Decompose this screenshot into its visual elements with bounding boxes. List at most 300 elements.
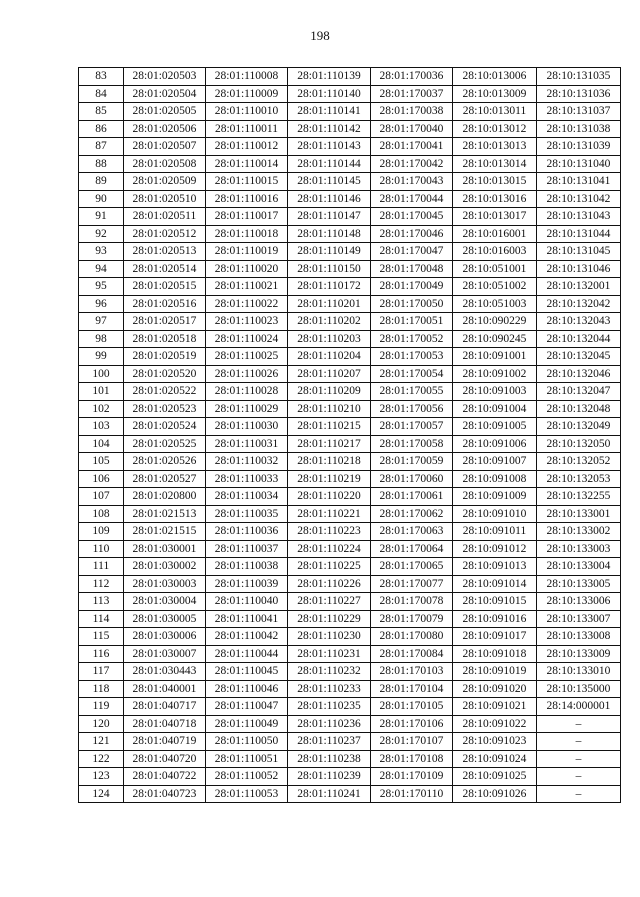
table-row	[79, 488, 621, 506]
cadastral-number-cell: 28:01:170055	[371, 383, 453, 401]
cadastral-number-cell: 28:01:110141	[288, 103, 371, 121]
cadastral-number-cell: 28:01:110018	[206, 225, 288, 243]
cadastral-number-cell: 28:10:133008	[537, 628, 621, 646]
cadastral-number-cell: 28:10:091018	[453, 645, 537, 663]
table-row	[79, 663, 621, 681]
row-number-cell: 108	[79, 505, 124, 523]
cadastral-number-cell: 28:10:132047	[537, 383, 621, 401]
cadastral-number-cell: 28:10:131041	[537, 173, 621, 191]
table-row	[79, 785, 621, 803]
table-row	[79, 348, 621, 366]
cadastral-number-cell: 28:01:020503	[124, 68, 206, 86]
cadastral-number-cell: 28:01:020504	[124, 85, 206, 103]
cadastral-number-cell: 28:01:110236	[288, 715, 371, 733]
table-row	[79, 453, 621, 471]
cadastral-number-cell: –	[537, 785, 621, 803]
table-row	[79, 260, 621, 278]
row-number-cell: 122	[79, 750, 124, 768]
cadastral-number-cell: 28:01:020513	[124, 243, 206, 261]
table-row	[79, 733, 621, 751]
cadastral-number-cell: 28:01:110049	[206, 715, 288, 733]
cadastral-number-cell: 28:01:170057	[371, 418, 453, 436]
cadastral-number-cell: 28:01:110023	[206, 313, 288, 331]
cadastral-number-cell: 28:01:170062	[371, 505, 453, 523]
cadastral-number-cell: 28:01:110025	[206, 348, 288, 366]
cadastral-number-cell: 28:01:170044	[371, 190, 453, 208]
cadastral-number-cell: –	[537, 768, 621, 786]
cadastral-number-cell: 28:10:090229	[453, 313, 537, 331]
cadastral-number-cell: 28:10:091016	[453, 610, 537, 628]
cadastral-number-cell: 28:01:020518	[124, 330, 206, 348]
cadastral-number-cell: 28:01:170065	[371, 558, 453, 576]
cadastral-number-cell: 28:01:040720	[124, 750, 206, 768]
table-row	[79, 68, 621, 86]
cadastral-number-cell: 28:10:131046	[537, 260, 621, 278]
cadastral-number-cell: 28:01:110046	[206, 680, 288, 698]
cadastral-number-cell: 28:10:013012	[453, 120, 537, 138]
cadastral-number-cell: 28:01:030006	[124, 628, 206, 646]
cadastral-number-cell: 28:10:091019	[453, 663, 537, 681]
row-number-cell: 110	[79, 540, 124, 558]
cadastral-number-cell: 28:01:110032	[206, 453, 288, 471]
cadastral-number-cell: 28:01:110038	[206, 558, 288, 576]
cadastral-number-cell: 28:01:020522	[124, 383, 206, 401]
row-number-cell: 106	[79, 470, 124, 488]
table-row	[79, 400, 621, 418]
cadastral-number-cell: 28:01:170056	[371, 400, 453, 418]
cadastral-number-cell: 28:01:110204	[288, 348, 371, 366]
cadastral-number-cell: 28:01:170109	[371, 768, 453, 786]
cadastral-number-cell: 28:01:110051	[206, 750, 288, 768]
row-number-cell: 102	[79, 400, 124, 418]
row-number-cell: 101	[79, 383, 124, 401]
row-number-cell: 94	[79, 260, 124, 278]
row-number-cell: 91	[79, 208, 124, 226]
cadastral-number-cell: 28:01:110017	[206, 208, 288, 226]
table-row	[79, 575, 621, 593]
cadastral-number-cell: 28:10:051003	[453, 295, 537, 313]
cadastral-number-cell: 28:01:110041	[206, 610, 288, 628]
row-number-cell: 118	[79, 680, 124, 698]
cadastral-number-cell: 28:01:170038	[371, 103, 453, 121]
cadastral-number-cell: 28:01:110028	[206, 383, 288, 401]
cadastral-number-cell: 28:10:091004	[453, 400, 537, 418]
cadastral-number-cell: 28:01:040722	[124, 768, 206, 786]
table-row	[79, 540, 621, 558]
cadastral-number-cell: 28:01:110024	[206, 330, 288, 348]
cadastral-number-cell: 28:01:020516	[124, 295, 206, 313]
cadastral-number-cell: 28:01:170053	[371, 348, 453, 366]
cadastral-number-cell: 28:10:132255	[537, 488, 621, 506]
cadastral-number-cell: 28:01:110218	[288, 453, 371, 471]
cadastral-number-cell: 28:10:131043	[537, 208, 621, 226]
cadastral-number-cell: 28:10:133003	[537, 540, 621, 558]
row-number-cell: 115	[79, 628, 124, 646]
cadastral-number-cell: 28:10:091010	[453, 505, 537, 523]
cadastral-number-table	[78, 67, 621, 803]
cadastral-number-cell: 28:01:020508	[124, 155, 206, 173]
cadastral-number-cell: 28:01:110010	[206, 103, 288, 121]
table-row	[79, 155, 621, 173]
cadastral-number-cell: 28:01:110209	[288, 383, 371, 401]
cadastral-number-cell: 28:10:091009	[453, 488, 537, 506]
cadastral-number-cell: 28:01:110237	[288, 733, 371, 751]
cadastral-number-cell: 28:10:091013	[453, 558, 537, 576]
cadastral-number-cell: 28:10:091012	[453, 540, 537, 558]
cadastral-number-cell: 28:01:020511	[124, 208, 206, 226]
cadastral-number-cell: 28:01:110226	[288, 575, 371, 593]
table-row	[79, 313, 621, 331]
cadastral-number-cell: 28:01:110233	[288, 680, 371, 698]
table-row	[79, 330, 621, 348]
row-number-cell: 119	[79, 698, 124, 716]
cadastral-number-cell: 28:01:110148	[288, 225, 371, 243]
cadastral-number-cell: 28:01:170058	[371, 435, 453, 453]
cadastral-number-cell: 28:01:020515	[124, 278, 206, 296]
cadastral-number-cell: 28:01:170051	[371, 313, 453, 331]
row-number-cell: 89	[79, 173, 124, 191]
cadastral-number-cell: 28:01:110026	[206, 365, 288, 383]
row-number-cell: 107	[79, 488, 124, 506]
table-row	[79, 470, 621, 488]
cadastral-number-cell: 28:01:110142	[288, 120, 371, 138]
cadastral-number-cell: 28:01:110035	[206, 505, 288, 523]
cadastral-number-cell: 28:01:110039	[206, 575, 288, 593]
row-number-cell: 100	[79, 365, 124, 383]
table-row	[79, 610, 621, 628]
cadastral-number-cell: 28:01:040719	[124, 733, 206, 751]
row-number-cell: 117	[79, 663, 124, 681]
cadastral-number-cell: 28:01:020800	[124, 488, 206, 506]
cadastral-number-cell: 28:01:110008	[206, 68, 288, 86]
cadastral-number-cell: 28:01:170052	[371, 330, 453, 348]
cadastral-number-cell: 28:01:110241	[288, 785, 371, 803]
cadastral-number-cell: 28:01:170077	[371, 575, 453, 593]
cadastral-number-cell: 28:01:020525	[124, 435, 206, 453]
cadastral-number-cell: 28:10:013013	[453, 138, 537, 156]
cadastral-number-cell: 28:10:133002	[537, 523, 621, 541]
cadastral-number-cell: 28:01:110033	[206, 470, 288, 488]
cadastral-number-cell: 28:01:110146	[288, 190, 371, 208]
cadastral-number-cell: –	[537, 733, 621, 751]
table-row	[79, 190, 621, 208]
cadastral-number-cell: 28:10:091020	[453, 680, 537, 698]
row-number-cell: 124	[79, 785, 124, 803]
cadastral-number-cell: 28:10:132048	[537, 400, 621, 418]
table-row	[79, 680, 621, 698]
table-row	[79, 278, 621, 296]
cadastral-number-cell: 28:10:091003	[453, 383, 537, 401]
row-number-cell: 86	[79, 120, 124, 138]
cadastral-number-cell: 28:10:016001	[453, 225, 537, 243]
cadastral-number-cell: 28:01:110231	[288, 645, 371, 663]
cadastral-number-cell: 28:10:133004	[537, 558, 621, 576]
cadastral-number-cell: 28:10:133009	[537, 645, 621, 663]
cadastral-number-cell: 28:01:110047	[206, 698, 288, 716]
cadastral-number-cell: 28:10:090245	[453, 330, 537, 348]
cadastral-number-cell: 28:01:020517	[124, 313, 206, 331]
row-number-cell: 112	[79, 575, 124, 593]
table-row	[79, 365, 621, 383]
cadastral-number-cell: 28:10:051001	[453, 260, 537, 278]
cadastral-number-cell: 28:10:132042	[537, 295, 621, 313]
cadastral-number-cell: 28:01:030005	[124, 610, 206, 628]
table-row	[79, 295, 621, 313]
cadastral-number-cell: 28:01:110201	[288, 295, 371, 313]
cadastral-number-cell: 28:01:040718	[124, 715, 206, 733]
cadastral-number-cell: 28:01:170108	[371, 750, 453, 768]
cadastral-number-cell: 28:10:133001	[537, 505, 621, 523]
table-row	[79, 208, 621, 226]
cadastral-number-cell: 28:01:020510	[124, 190, 206, 208]
cadastral-number-cell: 28:10:013009	[453, 85, 537, 103]
cadastral-number-cell: 28:10:091002	[453, 365, 537, 383]
cadastral-number-cell: 28:01:110227	[288, 593, 371, 611]
cadastral-number-cell: 28:10:132050	[537, 435, 621, 453]
cadastral-number-cell: 28:01:020527	[124, 470, 206, 488]
table-row	[79, 435, 621, 453]
cadastral-number-cell: 28:01:110239	[288, 768, 371, 786]
cadastral-number-cell: 28:01:170078	[371, 593, 453, 611]
table-row	[79, 243, 621, 261]
table-row	[79, 628, 621, 646]
cadastral-number-cell: 28:01:170105	[371, 698, 453, 716]
cadastral-number-cell: 28:01:110011	[206, 120, 288, 138]
cadastral-number-cell: 28:01:110030	[206, 418, 288, 436]
cadastral-number-cell: 28:01:110014	[206, 155, 288, 173]
cadastral-number-cell: 28:10:131035	[537, 68, 621, 86]
cadastral-number-cell: 28:10:131042	[537, 190, 621, 208]
cadastral-number-cell: 28:10:091006	[453, 435, 537, 453]
cadastral-number-cell: 28:01:030443	[124, 663, 206, 681]
cadastral-number-cell: 28:01:170047	[371, 243, 453, 261]
cadastral-number-cell: 28:01:170043	[371, 173, 453, 191]
cadastral-number-cell: 28:10:091014	[453, 575, 537, 593]
table-row	[79, 645, 621, 663]
cadastral-number-cell: 28:01:110044	[206, 645, 288, 663]
cadastral-number-cell: 28:01:170084	[371, 645, 453, 663]
cadastral-number-cell: 28:01:170110	[371, 785, 453, 803]
cadastral-number-cell: 28:10:091001	[453, 348, 537, 366]
cadastral-number-cell: 28:01:020514	[124, 260, 206, 278]
cadastral-number-cell: 28:01:110172	[288, 278, 371, 296]
cadastral-number-cell: 28:01:170063	[371, 523, 453, 541]
cadastral-number-cell: 28:10:013016	[453, 190, 537, 208]
cadastral-number-cell: 28:01:110215	[288, 418, 371, 436]
cadastral-number-cell: 28:01:170061	[371, 488, 453, 506]
cadastral-number-cell: 28:10:051002	[453, 278, 537, 296]
cadastral-number-cell: 28:10:132053	[537, 470, 621, 488]
cadastral-number-cell: 28:01:110021	[206, 278, 288, 296]
cadastral-number-cell: 28:01:020526	[124, 453, 206, 471]
cadastral-number-cell: 28:01:110238	[288, 750, 371, 768]
table-row	[79, 120, 621, 138]
cadastral-number-cell: 28:10:135000	[537, 680, 621, 698]
cadastral-number-cell: 28:01:170106	[371, 715, 453, 733]
cadastral-number-cell: 28:10:091011	[453, 523, 537, 541]
cadastral-number-cell: 28:01:170050	[371, 295, 453, 313]
cadastral-number-cell: 28:10:091026	[453, 785, 537, 803]
row-number-cell: 113	[79, 593, 124, 611]
cadastral-number-cell: 28:10:131037	[537, 103, 621, 121]
cadastral-number-cell: 28:01:020524	[124, 418, 206, 436]
cadastral-number-cell: 28:01:170041	[371, 138, 453, 156]
cadastral-number-cell: 28:01:030003	[124, 575, 206, 593]
cadastral-number-cell: 28:01:110147	[288, 208, 371, 226]
cadastral-number-cell: 28:10:091024	[453, 750, 537, 768]
cadastral-number-cell: 28:01:110207	[288, 365, 371, 383]
cadastral-number-cell: 28:01:110220	[288, 488, 371, 506]
cadastral-number-cell: 28:01:040717	[124, 698, 206, 716]
row-number-cell: 114	[79, 610, 124, 628]
cadastral-number-cell: 28:01:110143	[288, 138, 371, 156]
table-row	[79, 383, 621, 401]
cadastral-number-cell: 28:10:133006	[537, 593, 621, 611]
cadastral-number-cell: 28:01:110019	[206, 243, 288, 261]
table-row	[79, 523, 621, 541]
row-number-cell: 99	[79, 348, 124, 366]
row-number-cell: 97	[79, 313, 124, 331]
cadastral-number-cell: 28:01:020505	[124, 103, 206, 121]
row-number-cell: 84	[79, 85, 124, 103]
cadastral-number-cell: 28:10:091015	[453, 593, 537, 611]
cadastral-number-cell: 28:01:110140	[288, 85, 371, 103]
cadastral-number-cell: 28:01:110036	[206, 523, 288, 541]
cadastral-number-cell: 28:01:030004	[124, 593, 206, 611]
cadastral-number-cell: 28:01:170104	[371, 680, 453, 698]
cadastral-number-cell: 28:01:110053	[206, 785, 288, 803]
row-number-cell: 103	[79, 418, 124, 436]
cadastral-number-cell: 28:01:110020	[206, 260, 288, 278]
cadastral-number-cell: 28:01:110235	[288, 698, 371, 716]
cadastral-number-cell: 28:01:170036	[371, 68, 453, 86]
cadastral-number-cell: 28:01:170049	[371, 278, 453, 296]
cadastral-number-cell: 28:01:170060	[371, 470, 453, 488]
cadastral-number-cell: 28:10:133005	[537, 575, 621, 593]
cadastral-number-cell: 28:01:110150	[288, 260, 371, 278]
cadastral-number-cell: 28:01:110225	[288, 558, 371, 576]
cadastral-number-cell: 28:10:131036	[537, 85, 621, 103]
cadastral-number-cell: 28:01:170079	[371, 610, 453, 628]
cadastral-number-cell: 28:10:132046	[537, 365, 621, 383]
cadastral-number-cell: 28:10:131044	[537, 225, 621, 243]
cadastral-number-cell: 28:01:110144	[288, 155, 371, 173]
table-row	[79, 750, 621, 768]
row-number-cell: 87	[79, 138, 124, 156]
row-number-cell: 116	[79, 645, 124, 663]
cadastral-number-cell: 28:01:020519	[124, 348, 206, 366]
row-number-cell: 104	[79, 435, 124, 453]
cadastral-number-cell: 28:10:132044	[537, 330, 621, 348]
row-number-cell: 120	[79, 715, 124, 733]
table-row	[79, 505, 621, 523]
cadastral-number-cell: 28:01:110050	[206, 733, 288, 751]
row-number-cell: 96	[79, 295, 124, 313]
row-number-cell: 95	[79, 278, 124, 296]
cadastral-number-cell: 28:01:170103	[371, 663, 453, 681]
table-row	[79, 715, 621, 733]
cadastral-number-cell: 28:10:091021	[453, 698, 537, 716]
cadastral-number-cell: 28:01:110202	[288, 313, 371, 331]
cadastral-number-cell: 28:01:170046	[371, 225, 453, 243]
cadastral-number-cell: 28:14:000001	[537, 698, 621, 716]
cadastral-number-cell: 28:01:110232	[288, 663, 371, 681]
cadastral-number-cell: 28:01:110224	[288, 540, 371, 558]
cadastral-number-cell: 28:01:020507	[124, 138, 206, 156]
cadastral-number-cell: 28:01:020520	[124, 365, 206, 383]
cadastral-number-cell: 28:10:013011	[453, 103, 537, 121]
row-number-cell: 92	[79, 225, 124, 243]
cadastral-number-cell: 28:10:091008	[453, 470, 537, 488]
table-row	[79, 768, 621, 786]
cadastral-number-cell: 28:10:013006	[453, 68, 537, 86]
cadastral-number-cell: 28:01:170107	[371, 733, 453, 751]
cadastral-number-cell: 28:01:110029	[206, 400, 288, 418]
row-number-cell: 88	[79, 155, 124, 173]
cadastral-number-cell: 28:10:133010	[537, 663, 621, 681]
cadastral-number-cell: 28:01:110031	[206, 435, 288, 453]
cadastral-number-cell: 28:01:110203	[288, 330, 371, 348]
cadastral-number-cell: 28:01:110012	[206, 138, 288, 156]
cadastral-number-cell: 28:10:091025	[453, 768, 537, 786]
row-number-cell: 109	[79, 523, 124, 541]
cadastral-number-cell: 28:01:110016	[206, 190, 288, 208]
row-number-cell: 123	[79, 768, 124, 786]
cadastral-number-cell: 28:10:131039	[537, 138, 621, 156]
cadastral-number-cell: 28:10:091007	[453, 453, 537, 471]
cadastral-number-cell: 28:01:110217	[288, 435, 371, 453]
cadastral-number-cell: 28:10:132052	[537, 453, 621, 471]
cadastral-number-cell: 28:10:132001	[537, 278, 621, 296]
cadastral-number-cell: 28:01:110149	[288, 243, 371, 261]
cadastral-number-cell: –	[537, 715, 621, 733]
cadastral-number-cell: 28:01:110145	[288, 173, 371, 191]
table-row	[79, 593, 621, 611]
row-number-cell: 121	[79, 733, 124, 751]
cadastral-number-cell: 28:01:110229	[288, 610, 371, 628]
cadastral-number-cell: 28:01:170037	[371, 85, 453, 103]
cadastral-number-cell: 28:01:030002	[124, 558, 206, 576]
cadastral-number-cell: 28:01:110009	[206, 85, 288, 103]
table-row	[79, 85, 621, 103]
cadastral-number-cell: 28:01:110034	[206, 488, 288, 506]
cadastral-number-cell: 28:10:132049	[537, 418, 621, 436]
cadastral-number-cell: 28:10:131038	[537, 120, 621, 138]
cadastral-number-cell: 28:10:132045	[537, 348, 621, 366]
cadastral-number-cell: 28:10:133007	[537, 610, 621, 628]
cadastral-number-cell: 28:10:016003	[453, 243, 537, 261]
cadastral-number-cell: 28:01:170054	[371, 365, 453, 383]
row-number-cell: 83	[79, 68, 124, 86]
cadastral-number-cell: 28:01:110052	[206, 768, 288, 786]
cadastral-number-cell: 28:10:091017	[453, 628, 537, 646]
cadastral-number-cell: 28:01:020512	[124, 225, 206, 243]
table-row	[79, 558, 621, 576]
cadastral-number-cell: 28:01:020523	[124, 400, 206, 418]
table-row	[79, 103, 621, 121]
cadastral-number-cell: 28:01:170048	[371, 260, 453, 278]
row-number-cell: 85	[79, 103, 124, 121]
cadastral-number-cell: 28:10:091023	[453, 733, 537, 751]
cadastral-number-cell: 28:01:110022	[206, 295, 288, 313]
row-number-cell: 93	[79, 243, 124, 261]
cadastral-number-cell: 28:01:110221	[288, 505, 371, 523]
cadastral-number-cell: 28:10:132043	[537, 313, 621, 331]
cadastral-number-cell: 28:01:170059	[371, 453, 453, 471]
cadastral-number-cell: 28:01:110042	[206, 628, 288, 646]
cadastral-number-cell: 28:01:110040	[206, 593, 288, 611]
cadastral-number-cell: 28:10:131040	[537, 155, 621, 173]
